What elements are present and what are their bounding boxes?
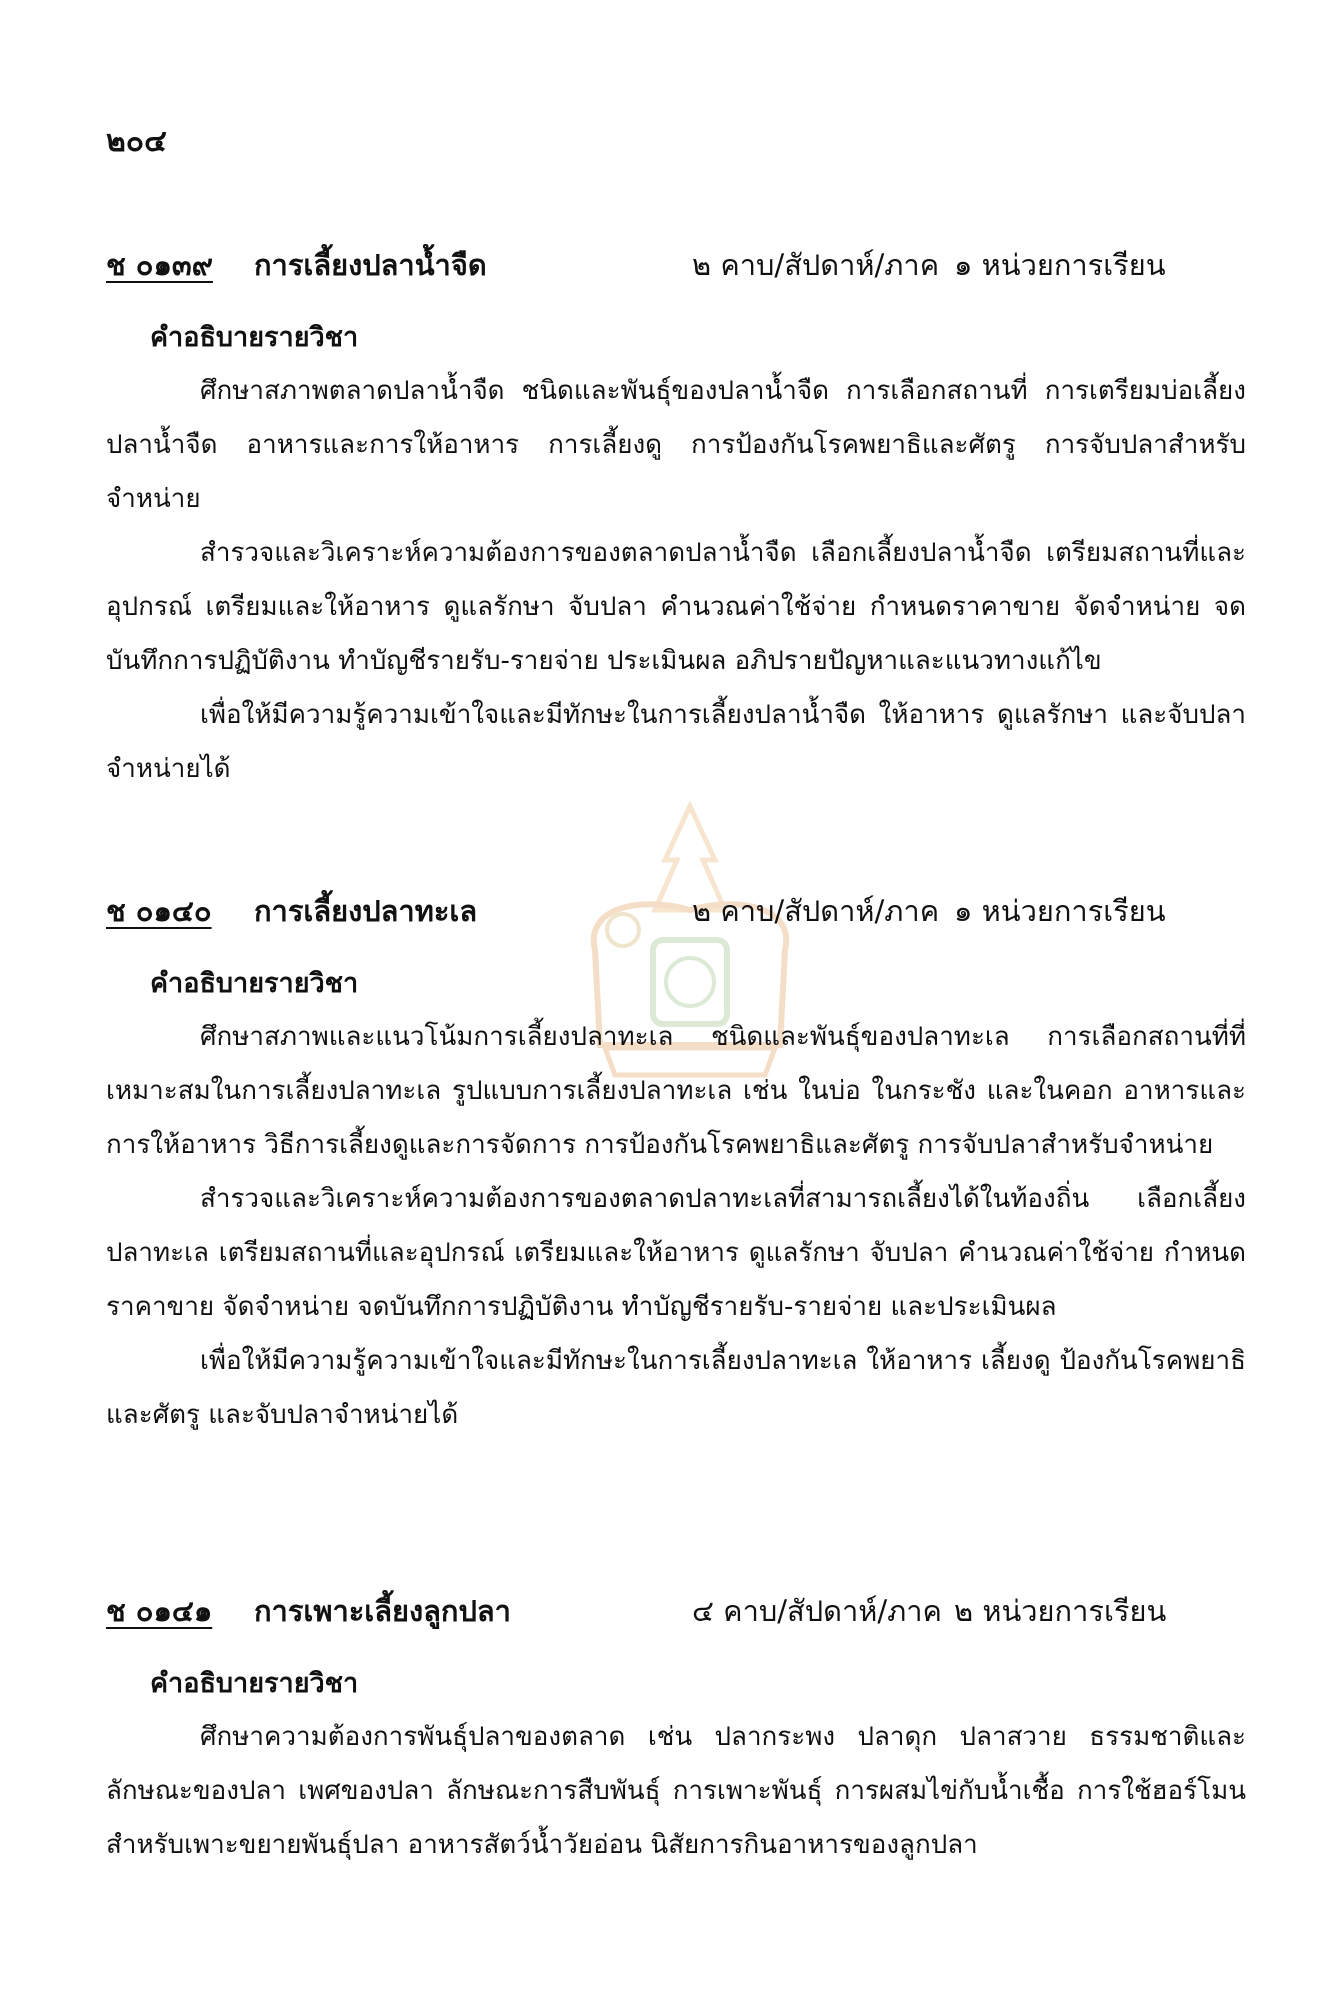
description-heading: คำอธิบายรายวิชา bbox=[150, 968, 359, 999]
course-code: ช ๐๑๓๙ bbox=[106, 248, 213, 282]
description-paragraph: ศึกษาสภาพตลาดปลาน้ำจืด ชนิดและพันธุ์ของปลาน้ำจืด การเลือกสถานที่ การเตรียมบ่อเลี้ยงปลาน้ำจืด อาหารและการให้อาหาร การเลี้ยงดู การป้องกันโรคพยาธิและศัตรู การจับปลาสำหรับจำหน่าย bbox=[106, 376, 1246, 514]
course-hours: ๔ คาบ/สัปดาห์/ภาค bbox=[692, 1594, 942, 1628]
course-section bbox=[106, 888, 1246, 1442]
course-section bbox=[106, 1588, 1246, 1872]
course-name: การเพาะเลี้ยงลูกปลา bbox=[254, 1594, 511, 1628]
description-paragraph: สำรวจและวิเคราะห์ความต้องการของตลาดปลาน้ำจืด เลือกเลี้ยงปลาน้ำจืด เตรียมสถานที่และอุปกรณ์ เตรียมและให้อาหาร ดูแลรักษา จับปลา คำนวณค่าใช้จ่าย กำหนดราคาขาย จัดจำหน่าย จดบันทึกการปฏิบัติงาน ทำบัญชีรายรับ-รายจ่าย ประเมินผล อภิปรายปัญหาและแนวทางแก้ไข bbox=[106, 538, 1246, 676]
course-header bbox=[106, 1588, 1246, 1636]
course-credits: ๑ หน่วยการเรียน bbox=[954, 894, 1166, 928]
description-heading: คำอธิบายรายวิชา bbox=[150, 1668, 359, 1699]
description-paragraph: ศึกษาสภาพและแนวโน้มการเลี้ยงปลาทะเล ชนิดและพันธุ์ของปลาทะเล การเลือกสถานที่ที่เหมาะสมในการเลี้ยงปลาทะเล รูปแบบการเลี้ยงปลาทะเล เช่น ในบ่อ ในกระชัง และในคอก อาหารและการให้อาหาร วิธีการเลี้ยงดูและการจัดการ การป้องกันโรคพยาธิและศัตรู การจับปลาสำหรับจำหน่าย bbox=[106, 1022, 1246, 1160]
description-paragraph: เพื่อให้มีความรู้ความเข้าใจและมีทักษะในการเลี้ยงปลาน้ำจืด ให้อาหาร ดูแลรักษา และจับปลาจำหน่ายได้ bbox=[106, 700, 1246, 784]
description-paragraph: สำรวจและวิเคราะห์ความต้องการของตลาดปลาทะเลที่สามารถเลี้ยงได้ในท้องถิ่น เลือกเลี้ยงปลาทะเล เตรียมสถานที่และอุปกรณ์ เตรียมและให้อาหาร ดูแลรักษา จับปลา คำนวณค่าใช้จ่าย กำหนดราคาขาย จัดจำหน่าย จดบันทึกการปฏิบัติงาน ทำบัญชีรายรับ-รายจ่าย และประเมินผล bbox=[106, 1184, 1246, 1322]
course-hours: ๒ คาบ/สัปดาห์/ภาค bbox=[692, 248, 940, 282]
course-section bbox=[106, 242, 1246, 796]
page-number: ๒๐๔ bbox=[106, 124, 167, 159]
course-credits: ๒ หน่วยการเรียน bbox=[954, 1594, 1167, 1628]
course-header bbox=[106, 888, 1246, 936]
course-code: ช ๐๑๔๐ bbox=[106, 894, 212, 928]
course-name: การเลี้ยงปลาน้ำจืด bbox=[254, 248, 487, 282]
course-header bbox=[106, 242, 1246, 290]
description-paragraph: ศึกษาความต้องการพันธุ์ปลาของตลาด เช่น ปลากระพง ปลาดุก ปลาสวาย ธรรมชาติและลักษณะของปลา เพศของปลา ลักษณะการสืบพันธุ์ การเพาะพันธุ์ การผสมไข่กับน้ำเชื้อ การใช้ฮอร์โมนสำหรับเพาะขยายพันธุ์ปลา อาหารสัตว์น้ำวัยอ่อน นิสัยการกินอาหารของลูกปลา bbox=[106, 1722, 1246, 1860]
course-code: ช ๐๑๔๑ bbox=[106, 1594, 213, 1628]
course-name: การเลี้ยงปลาทะเล bbox=[254, 894, 478, 928]
description-heading: คำอธิบายรายวิชา bbox=[150, 322, 359, 353]
description-paragraph: เพื่อให้มีความรู้ความเข้าใจและมีทักษะในการเลี้ยงปลาทะเล ให้อาหาร เลี้ยงดู ป้องกันโรคพยาธิและศัตรู และจับปลาจำหน่ายได้ bbox=[106, 1346, 1246, 1430]
course-hours: ๒ คาบ/สัปดาห์/ภาค bbox=[692, 894, 940, 928]
course-credits: ๑ หน่วยการเรียน bbox=[954, 248, 1166, 282]
